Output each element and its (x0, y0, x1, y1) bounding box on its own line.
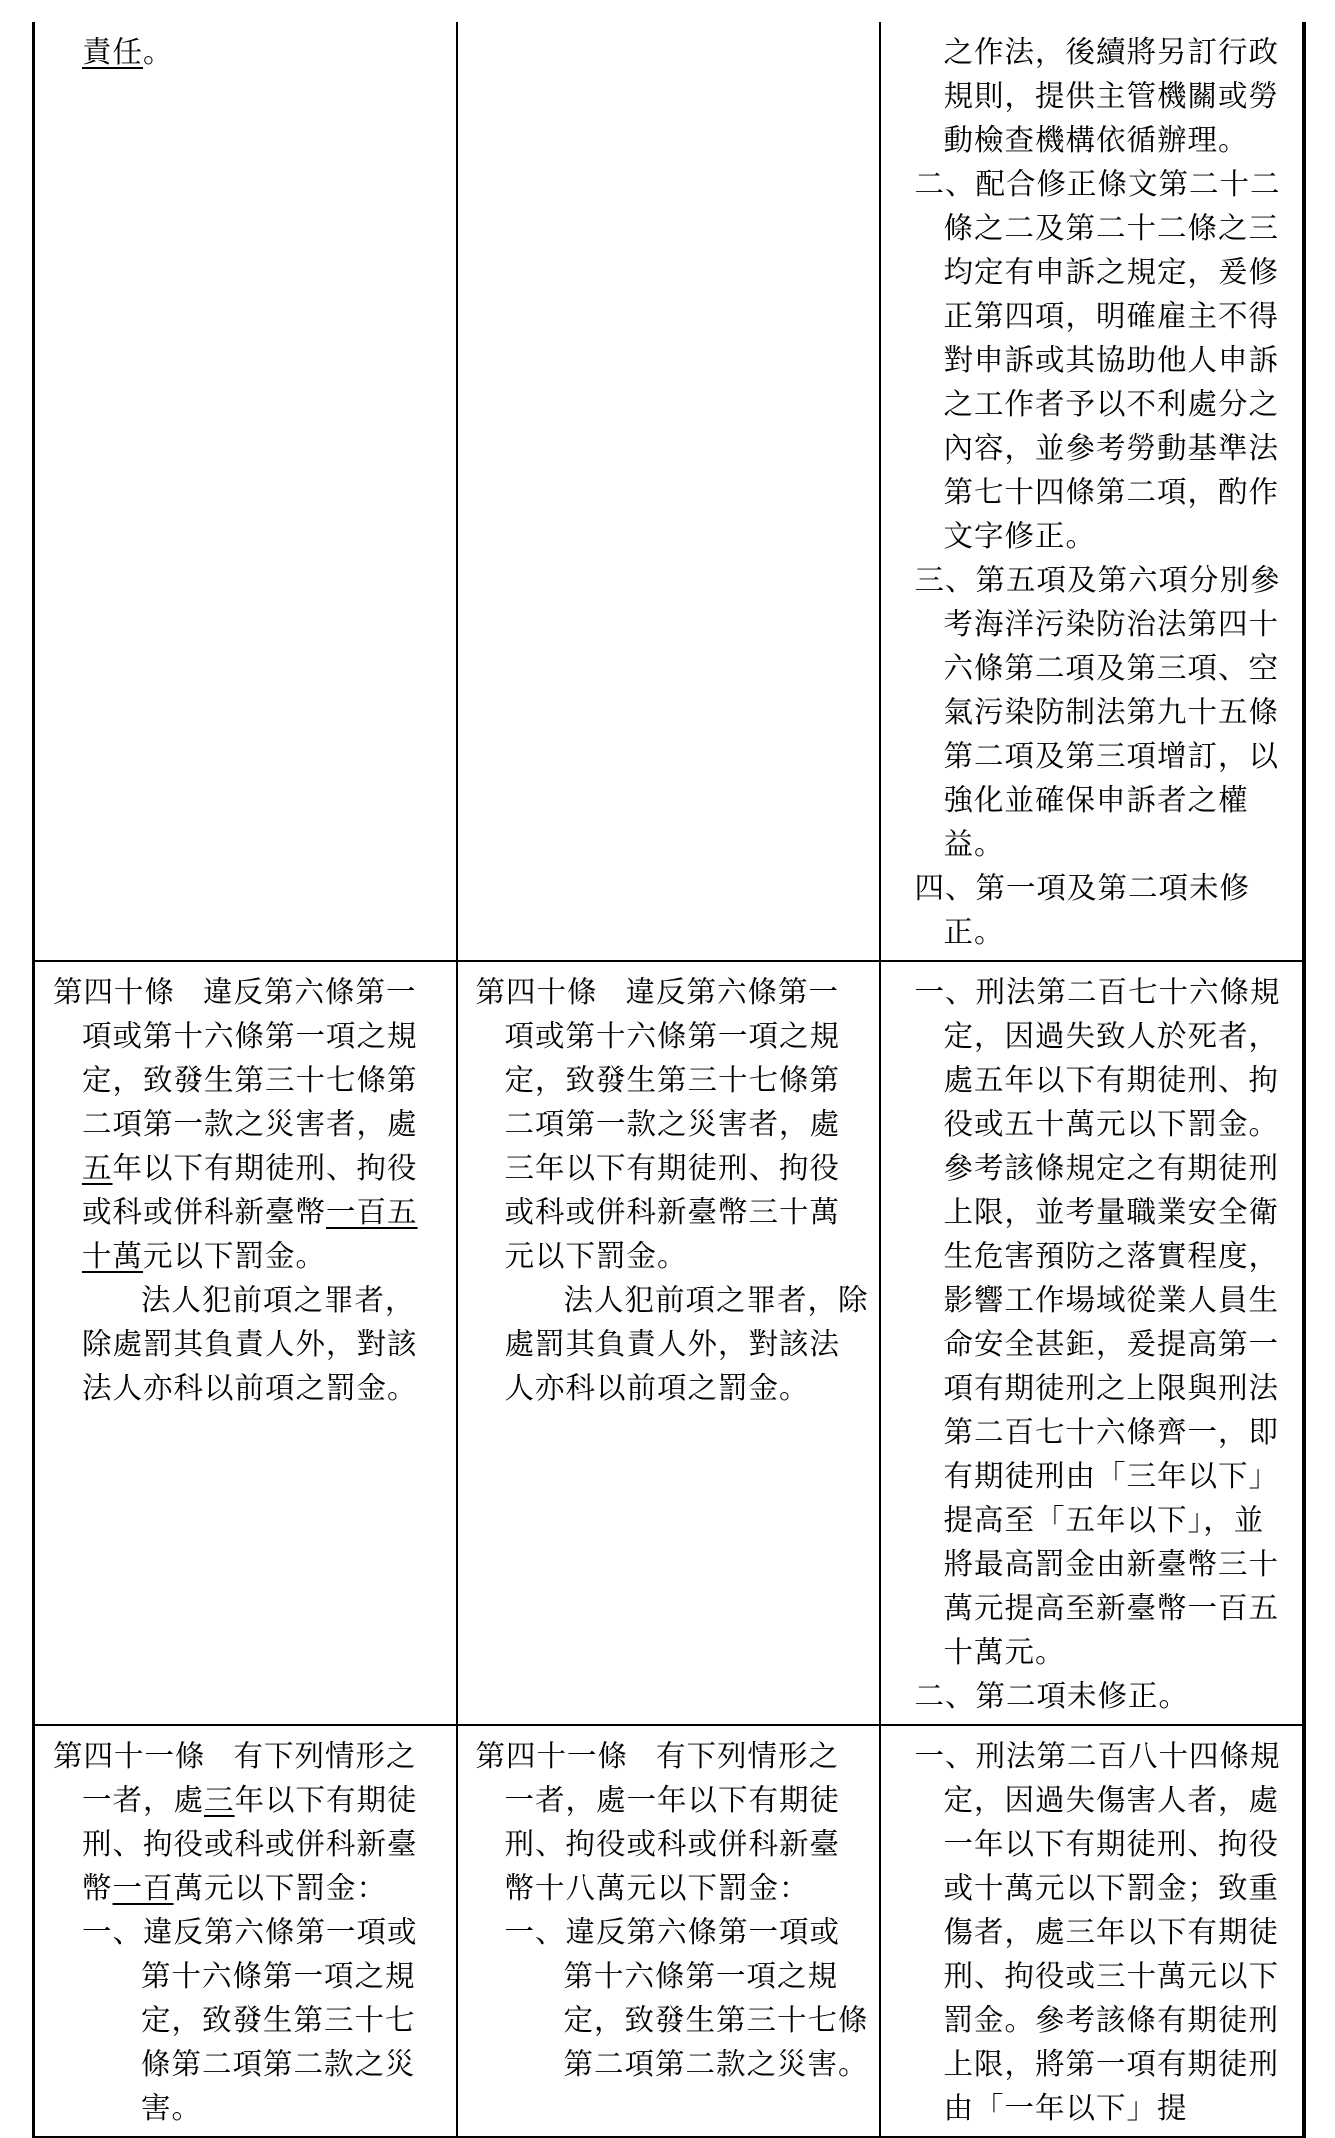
amended-article-41-item-1: 一、違反第六條第一項或第十六條第一項之規定，致發生第三十七條第二項第二款之災害。 (82, 1915, 418, 2125)
amended-article-41-paragraph-1: 第四十一條 有下列情形之一者，處三年以下有期徒刑、拘役或科或併科新臺幣一百萬元以下罰金： (53, 1739, 418, 1905)
explanation-point-2: 二、配合修正條文第二十二條之二及第二十二條之三均定有申訴之規定，爰修正第四項，明確雇主不得對申訴或其協助他人申訴之工作者予以不利處分之內容，並參考勞動基準法第七十四條第二項，酌作文字修正。 (914, 167, 1281, 553)
underlined-amendment: 責任 (82, 35, 144, 69)
explanation-point-1: 一、刑法第二百八十四條規定，因過失傷害人者，處一年以下有期徒刑、拘役或十萬元以下罰金；致重傷者，處三年以下有期徒刑、拘役或三十萬元以下罰金。參考該條有期徒刑上限，將第一項有期徒刑由「一年以下」提 (914, 1739, 1281, 2125)
underlined-amendment: 一百五十萬 (82, 1195, 418, 1273)
explanation-point-3: 三、第五項及第六項分別參考海洋污染防治法第四十六條第二項及第三項、空氣污染防制法第九十五條第二項及第三項增訂，以強化並確保申訴者之權益。 (914, 563, 1281, 861)
underlined-amendment: 一百 (112, 1871, 174, 1905)
current-text-cell (457, 1725, 880, 2137)
current-article-40-paragraph-2: 法人犯前項之罪者，除處罰其負責人外，對該法人亦科以前項之罰金。 (504, 1283, 869, 1405)
article-label: 第四十一條 (53, 1739, 206, 1773)
table-row-continued (34, 22, 1304, 961)
amended-text-tail: 責任。 (82, 35, 174, 69)
explanation-cell (880, 22, 1304, 961)
comparison-table (32, 22, 1306, 2138)
explanation-cell (880, 961, 1304, 1725)
explanation-point-2: 二、第二項未修正。 (914, 1679, 1190, 1713)
explanation-point-1: 一、刑法第二百七十六條規定，因過失致人於死者，處五年以下有期徒刑、拘役或五十萬元以下罰金。參考該條規定之有期徒刑上限，並考量職業安全衛生危害預防之落實程度，影響工作場域從業人員生命安全甚鉅，爰提高第一項有期徒刑之上限與刑法第二百七十六條齊一，即有期徒刑由「三年以下」提高至「五年以下」，並將最高罰金由新臺幣三十萬元提高至新臺幣一百五十萬元。 (914, 975, 1281, 1669)
amended-article-40-paragraph-1: 第四十條 違反第六條第一項或第十六條第一項之規定，致發生第三十七條第二項第一款之災害者，處五年以下有期徒刑、拘役或科或併科新臺幣一百五十萬元以下罰金。 (53, 975, 418, 1273)
current-article-41-item-1: 一、違反第六條第一項或第十六條第一項之規定，致發生第三十七條第二項第二款之災害。 (504, 1915, 869, 2081)
article-label: 第四十一條 (475, 1739, 629, 1773)
article-label: 第四十條 (475, 975, 598, 1009)
amended-text-cell (34, 1725, 457, 2137)
article-label: 第四十條 (53, 975, 176, 1009)
current-text-cell (457, 961, 880, 1725)
current-text-cell (457, 22, 880, 961)
table-row-article-40 (34, 961, 1304, 1725)
explanation-intro: 之作法，後續將另訂行政規則，提供主管機關或勞動檢查機構依循辦理。 (943, 35, 1280, 157)
amended-text-cell (34, 961, 457, 1725)
amended-article-40-paragraph-2: 法人犯前項之罪者，除處罰其負責人外，對該法人亦科以前項之罰金。 (82, 1283, 418, 1405)
explanation-cell (880, 1725, 1304, 2137)
underlined-amendment: 三 (204, 1783, 235, 1817)
amended-text-cell (34, 22, 457, 961)
current-article-40-paragraph-1: 第四十條 違反第六條第一項或第十六條第一項之規定，致發生第三十七條第二項第一款之災害者，處三年以下有期徒刑、拘役或科或併科新臺幣三十萬元以下罰金。 (475, 975, 841, 1273)
current-article-41-paragraph-1: 第四十一條 有下列情形之一者，處一年以下有期徒刑、拘役或科或併科新臺幣十八萬元以下罰金： (475, 1739, 841, 1905)
table-row-article-41 (34, 1725, 1304, 2137)
underlined-amendment: 五 (82, 1151, 113, 1185)
explanation-point-4: 四、第一項及第二項未修正。 (914, 871, 1251, 949)
